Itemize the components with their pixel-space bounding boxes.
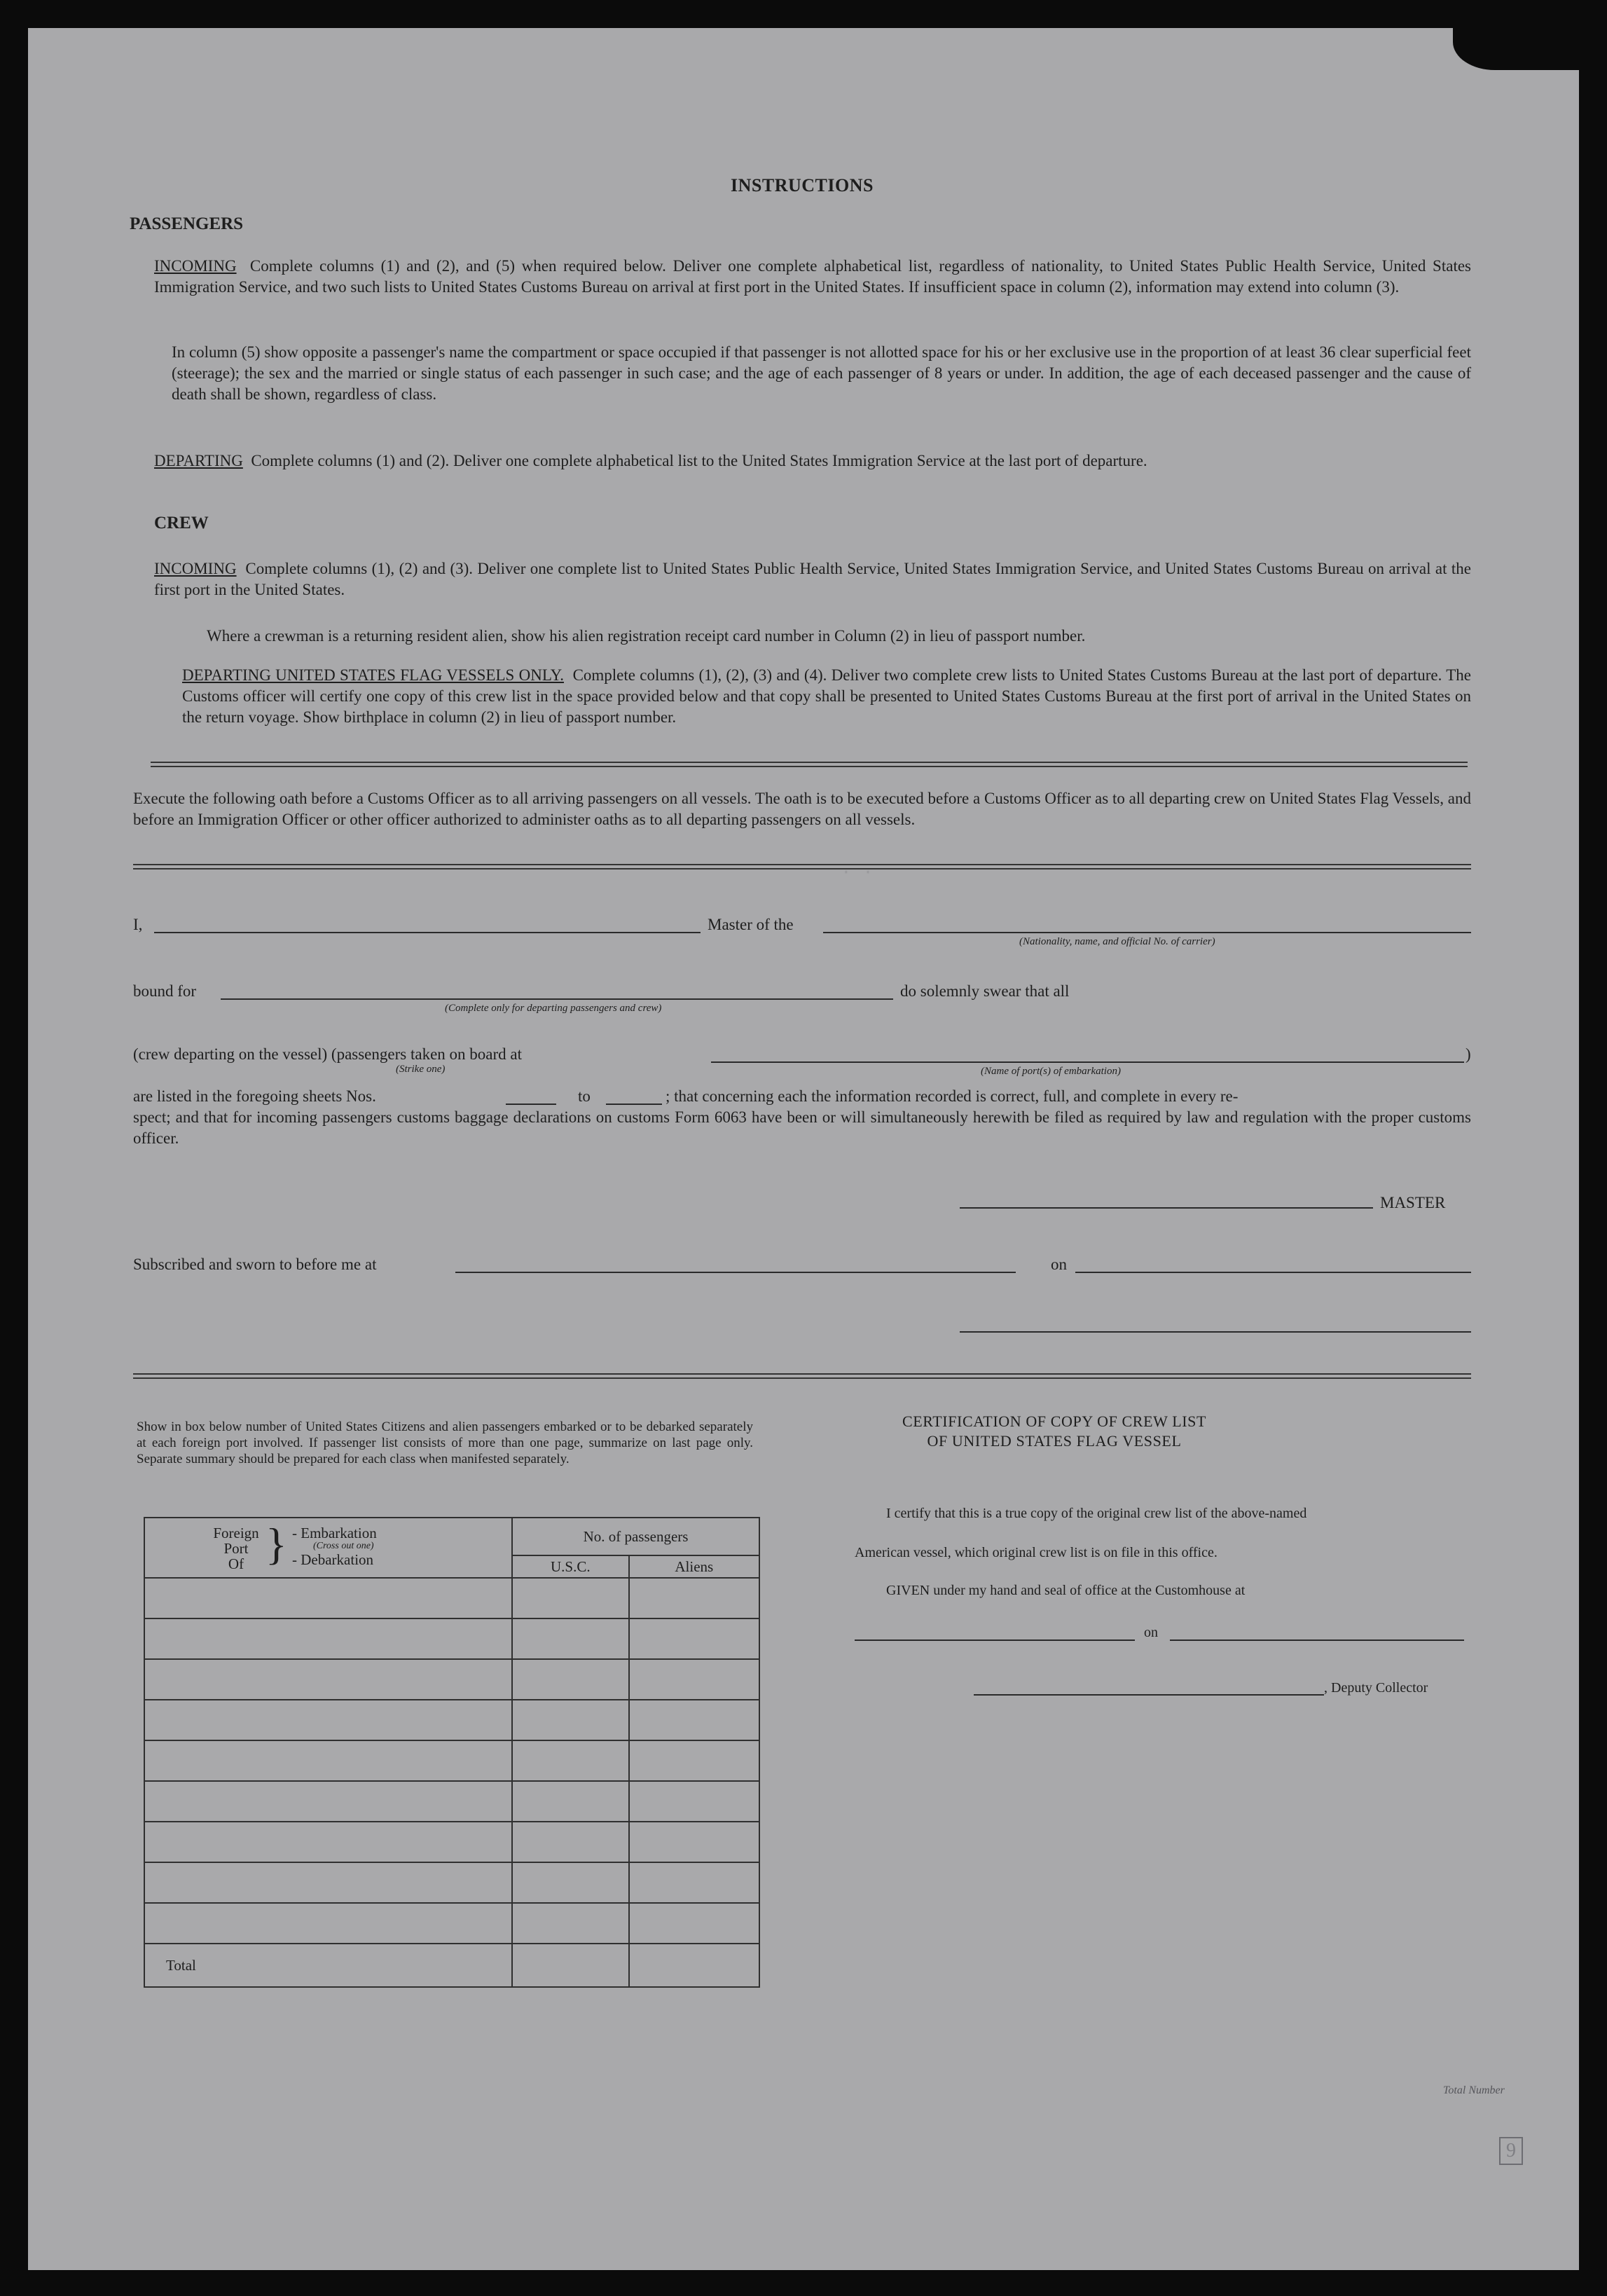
page-title: INSTRUCTIONS xyxy=(731,175,874,195)
certification-title-1: CERTIFICATION OF COPY OF CREW LIST xyxy=(902,1412,1207,1430)
page-number-mark: 9 xyxy=(1499,2137,1523,2165)
total-number-label: Total Number xyxy=(1443,2084,1505,2096)
swear-label: do solemnly swear that all xyxy=(900,982,1070,1000)
certify-line-2: American vessel, which original crew list is on file in this office. xyxy=(855,1545,1218,1560)
brace-glyph: } xyxy=(265,1519,287,1569)
crew-incoming-label: INCOMING xyxy=(154,560,237,577)
cert-on-label: on xyxy=(1144,1625,1158,1640)
port-cell[interactable] xyxy=(144,1578,512,1618)
embarkation-label: - Embarkation xyxy=(292,1525,377,1541)
deputy-signature-line[interactable] xyxy=(974,1694,1324,1696)
crew-resident-para: Where a crewman is a returning resident alien, show his alien registration receipt card number in Column (2) in lieu of passport number. xyxy=(207,627,1086,645)
embarkation-line[interactable] xyxy=(711,1061,1464,1063)
of-label: Of xyxy=(228,1555,244,1572)
aliens-header: Aliens xyxy=(629,1555,759,1578)
torn-corner xyxy=(1453,28,1579,70)
crew-incoming-para xyxy=(154,558,1471,600)
cert-date-line[interactable] xyxy=(1170,1639,1464,1641)
nationality-caption: (Nationality, name, and official No. of carrier) xyxy=(1019,936,1215,947)
passengers-departing-text: Complete columns (1) and (2). Deliver one complete alphabetical list to the United States Immigration Service at the last port of departure. xyxy=(251,452,1147,469)
aliens-cell[interactable] xyxy=(629,1618,759,1659)
usc-cell[interactable] xyxy=(512,1618,629,1659)
document-page xyxy=(28,28,1579,2270)
crew-departing-para xyxy=(182,665,1471,728)
passengers-heading: PASSENGERS xyxy=(130,214,244,233)
close-paren: ) xyxy=(1465,1045,1471,1063)
oath-bottom-divider xyxy=(133,1373,1471,1379)
sheets-cont: ; that concerning each the information recorded is correct, full, and complete in every re- xyxy=(665,1087,1239,1105)
sheets-rest: spect; and that for incoming passengers customs baggage declarations on customs Form 6063 have been or will simultaneously herewith be filed as required by law and regulation with the proper customs officer. xyxy=(133,1108,1471,1147)
deputy-collector-label: , Deputy Collector xyxy=(1324,1680,1428,1696)
port-label: Port xyxy=(223,1540,249,1557)
embark-caption: (Name of port(s) of embarkation) xyxy=(981,1066,1121,1077)
debarkation-label: - Debarkation xyxy=(292,1551,374,1568)
certification-title-2: OF UNITED STATES FLAG VESSEL xyxy=(927,1432,1182,1450)
port-cell[interactable] xyxy=(144,1740,512,1781)
master-of-label: Master of the xyxy=(708,916,794,933)
passengers-incoming-para xyxy=(154,256,1471,298)
crew-incoming-text: Complete columns (1), (2) and (3). Deliver one complete list to United States Public Health Service, United States Immigration Service, and United States Customs Bureau on arrival at the first port in the United States. xyxy=(154,560,1472,598)
carrier-line[interactable] xyxy=(823,932,1471,933)
usc-cell[interactable] xyxy=(512,1862,629,1903)
total-label: Total xyxy=(144,1944,512,1987)
usc-cell[interactable] xyxy=(512,1781,629,1822)
bleed-through-mark: · · xyxy=(841,862,874,883)
officer-signature-line[interactable] xyxy=(960,1331,1471,1333)
aliens-cell[interactable] xyxy=(629,1700,759,1740)
embark-options xyxy=(292,1525,377,1567)
usc-cell[interactable] xyxy=(512,1740,629,1781)
passengers-departing-label: DEPARTING xyxy=(154,452,243,469)
sheet-to-line[interactable] xyxy=(606,1104,662,1105)
aliens-cell[interactable] xyxy=(629,1659,759,1700)
master-label: MASTER xyxy=(1380,1194,1446,1211)
aliens-cell[interactable] xyxy=(629,1862,759,1903)
aliens-cell[interactable] xyxy=(629,1578,759,1618)
passengers-incoming-label: INCOMING xyxy=(154,257,237,275)
subscribed-label: Subscribed and sworn to before me at xyxy=(133,1256,377,1273)
bound-for-label: bound for xyxy=(133,982,197,1000)
aliens-cell[interactable] xyxy=(629,1740,759,1781)
sheets-to-label: to xyxy=(578,1087,591,1105)
port-cell[interactable] xyxy=(144,1700,512,1740)
passengers-incoming-text: Complete columns (1) and (2), and (5) when required below. Deliver one complete alphabetical list, regardless of nationality, to United States Public Health Service, United States Immigration Service, and two such lists to United States Customs Bureau on arrival at first port in the United States. If insufficient space in column (2), information may extend into column (3). xyxy=(154,257,1471,296)
subscribed-on-label: on xyxy=(1051,1256,1067,1273)
subscribed-place-line[interactable] xyxy=(455,1272,1016,1273)
master-name-line[interactable] xyxy=(154,932,701,933)
sheets-label: are listed in the foregoing sheets Nos. xyxy=(133,1087,376,1105)
total-usc-cell[interactable] xyxy=(512,1944,629,1987)
oath-i-label: I, xyxy=(133,916,143,933)
port-cell[interactable] xyxy=(144,1781,512,1822)
crew-departing-vessel: (crew departing on the vessel) (passengers taken on board at xyxy=(133,1045,522,1063)
usc-cell[interactable] xyxy=(512,1659,629,1700)
cross-out-label: (Cross out one) xyxy=(313,1541,374,1551)
oath-intro: Execute the following oath before a Customs Officer as to all arriving passengers on all vessels. The oath is to be executed before a Customs Officer as to all departing crew on United States Flag Vessels, and before an Immigration Officer or other officer authorized to administer oaths as to all departing passengers on all vessels. xyxy=(133,790,1471,828)
bound-caption: (Complete only for departing passengers and crew) xyxy=(445,1003,662,1014)
port-cell[interactable] xyxy=(144,1862,512,1903)
aliens-cell[interactable] xyxy=(629,1822,759,1862)
port-cell[interactable] xyxy=(144,1903,512,1944)
usc-cell[interactable] xyxy=(512,1822,629,1862)
oath-divider xyxy=(133,864,1471,869)
passengers-departing-para xyxy=(154,451,1471,472)
usc-cell[interactable] xyxy=(512,1578,629,1618)
section-divider xyxy=(151,762,1468,767)
bound-for-line[interactable] xyxy=(221,998,893,1000)
total-aliens-cell[interactable] xyxy=(629,1944,759,1987)
certify-line-1: I certify that this is a true copy of the original crew list of the above-named xyxy=(886,1506,1307,1521)
customhouse-place-line[interactable] xyxy=(855,1639,1135,1641)
master-signature-line[interactable] xyxy=(960,1207,1373,1209)
passenger-summary-table xyxy=(144,1517,760,1988)
sheet-from-line[interactable] xyxy=(506,1104,556,1105)
aliens-cell[interactable] xyxy=(629,1903,759,1944)
certification-title xyxy=(844,1412,1264,1451)
port-cell[interactable] xyxy=(144,1659,512,1700)
foreign-label: Foreign xyxy=(213,1525,259,1541)
strike-one-caption: (Strike one) xyxy=(396,1064,446,1075)
crew-departing-label: DEPARTING UNITED STATES FLAG VESSELS ONLY. xyxy=(182,666,564,684)
summary-note: Show in box below number of United States Citizens and alien passengers embarked or to be debarked separately at each foreign port involved. If passenger list consists of more than one page, summarize on last page only. Separate summary should be prepared for each class when manifested separately. xyxy=(137,1419,753,1466)
port-cell[interactable] xyxy=(144,1822,512,1862)
subscribed-date-line[interactable] xyxy=(1075,1272,1471,1273)
given-line: GIVEN under my hand and seal of office at the Customhouse at xyxy=(886,1583,1246,1598)
port-cell[interactable] xyxy=(144,1618,512,1659)
column5-para: In column (5) show opposite a passenger's name the compartment or space occupied if that passenger is not allotted space for his or her exclusive use in the proportion of at least 36 clear superficial feet (steerage); the sex and the married or single status of each passenger in such case; and the age of each passenger of 8 years or under. In addition, the age of each deceased passenger and the cause of death shall be shown, regardless of class. xyxy=(172,343,1471,403)
crew-departing-text: Complete columns (1), (2), (3) and (4). Deliver two complete crew lists to United States Customs Bureau at the last port of departure. The Customs officer will certify one copy of this crew list in the space provided below and that copy shall be presented to United States Customs Bureau at the first port of arrival in the United States on the return voyage. Show birthplace in column (2) in lieu of passport number. xyxy=(182,666,1472,726)
no-passengers-header: No. of passengers xyxy=(512,1518,759,1555)
usc-cell[interactable] xyxy=(512,1700,629,1740)
usc-cell[interactable] xyxy=(512,1903,629,1944)
usc-header: U.S.C. xyxy=(512,1555,629,1578)
foreign-port-of xyxy=(208,1525,264,1572)
port-header-cell xyxy=(144,1518,512,1578)
aliens-cell[interactable] xyxy=(629,1781,759,1822)
crew-heading: CREW xyxy=(154,514,209,532)
